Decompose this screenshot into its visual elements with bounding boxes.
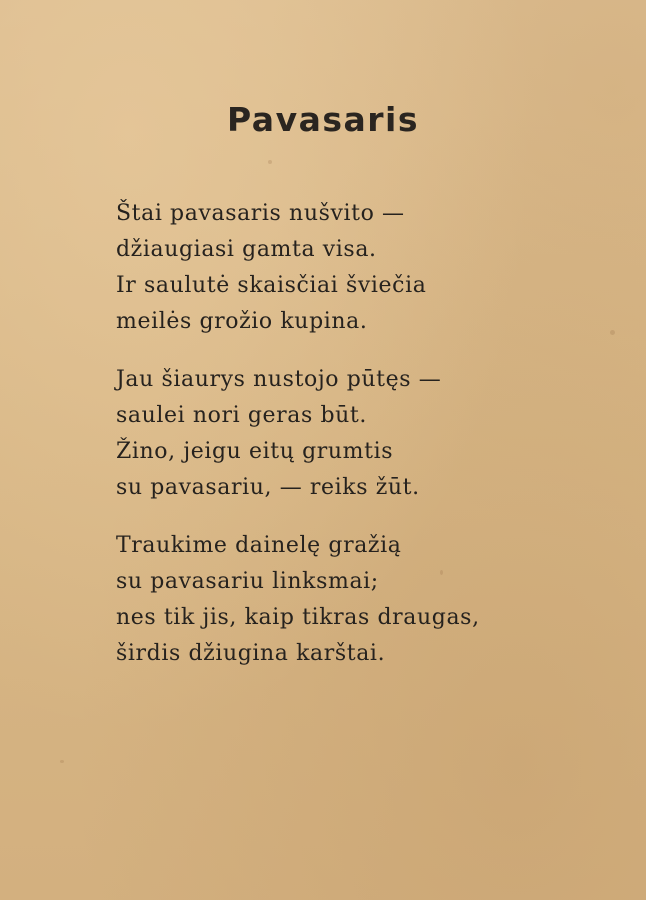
poem-line: nes tik jis, kaip tikras draugas, (116, 605, 480, 630)
stanza-1 (116, 196, 616, 340)
poem-line: su pavasariu, — reiks žūt. (116, 475, 420, 500)
paper-stain (268, 160, 272, 164)
poem-line: su pavasariu linksmai; (116, 569, 379, 594)
poem-line: Jau šiaurys nustojo pūtęs — (116, 367, 442, 392)
stanza-2 (116, 362, 616, 506)
poem-line: Štai pavasaris nušvito — (116, 201, 405, 226)
poem-line: saulei nori geras būt. (116, 403, 367, 428)
poem-line: meilės grožio kupina. (116, 309, 368, 334)
poem-line: širdis džiugina karštai. (116, 641, 386, 666)
poem-line: Ir saulutė skaisčiai šviečia (116, 273, 427, 298)
stanza-3 (116, 528, 616, 672)
poem-body (116, 196, 616, 694)
paper-stain (60, 760, 64, 763)
poem-line: Žino, jeigu eitų grumtis (116, 439, 394, 464)
poem-title: Pavasaris (227, 100, 419, 139)
poem-line: Traukime dainelę gražią (116, 533, 402, 558)
poem-line: džiaugiasi gamta visa. (116, 237, 377, 262)
